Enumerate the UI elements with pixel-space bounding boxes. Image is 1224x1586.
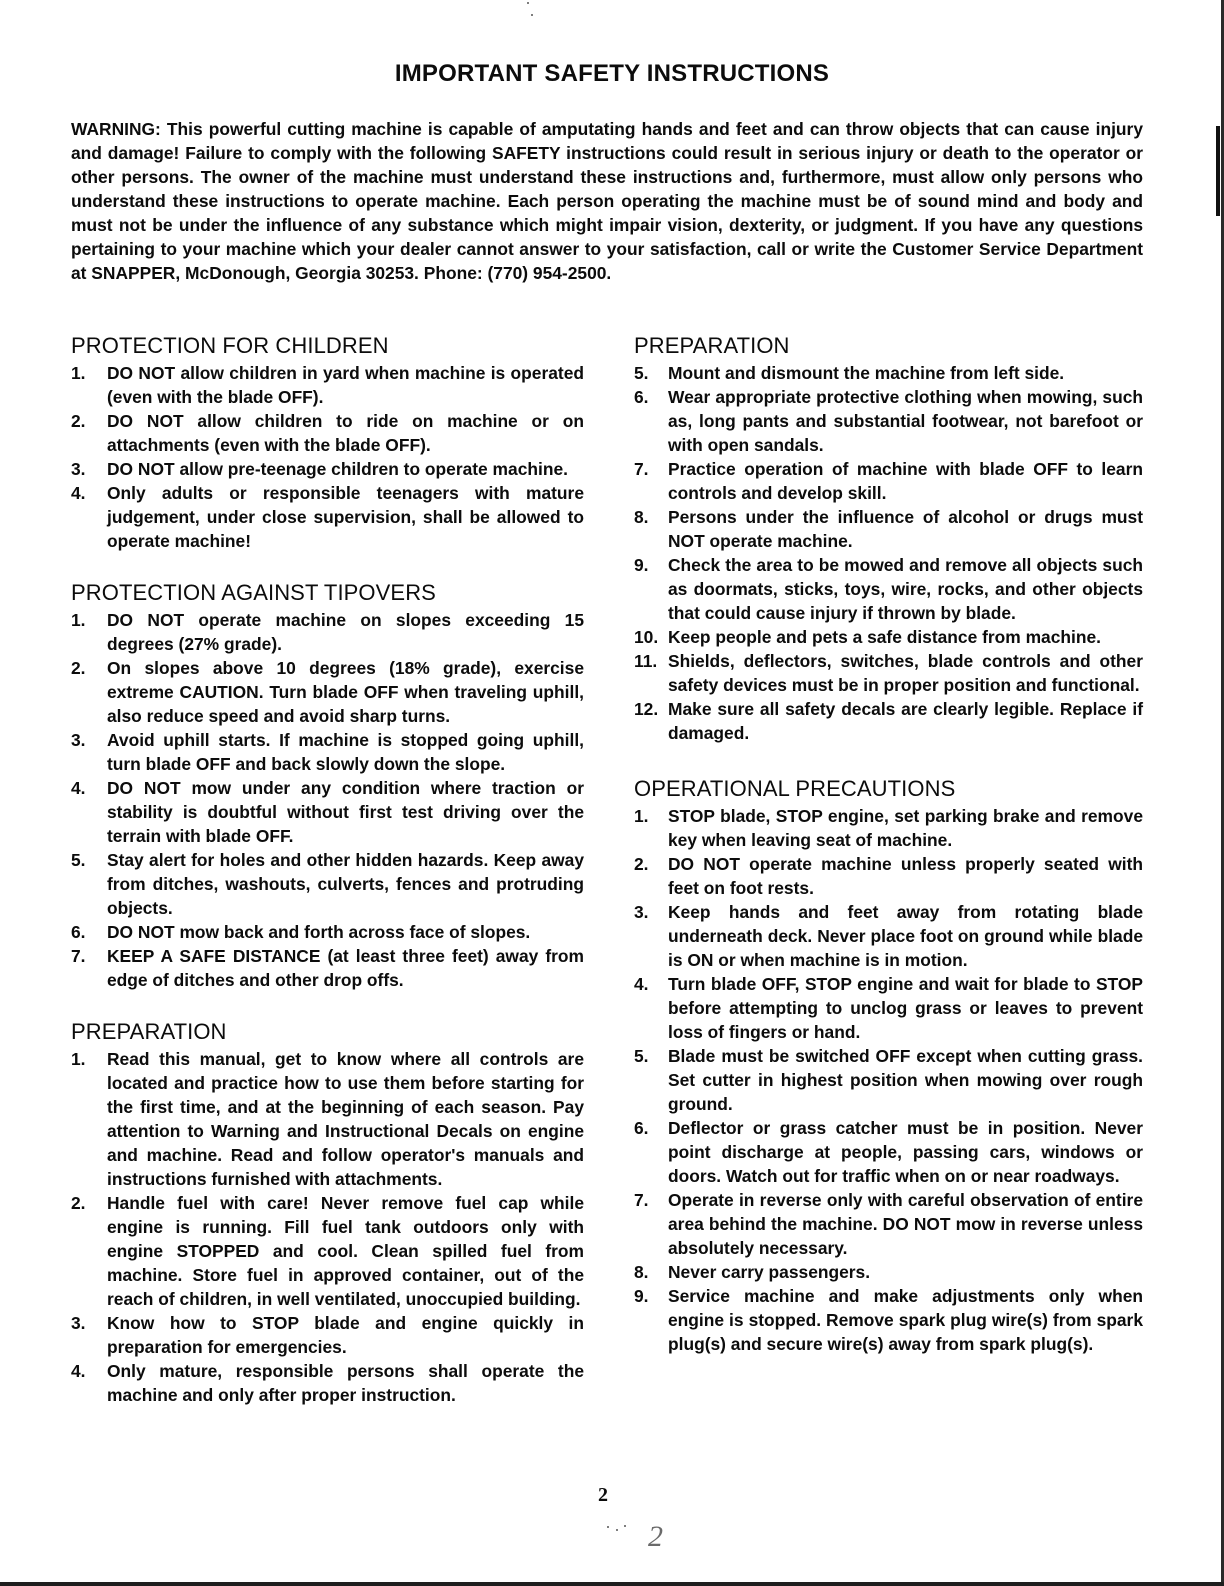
list-item-number: 2. xyxy=(634,854,649,874)
list-item xyxy=(71,1359,584,1407)
list-item-text: Wear appropriate protective clothing when mowing, such as, long pants and substantial footwear, not barefoot or with open sandals. xyxy=(668,387,1143,455)
list-item-number: 4. xyxy=(71,483,86,503)
list-item-text: Persons under the influence of alcohol or drugs must NOT operate machine. xyxy=(668,507,1143,551)
section-heading: PROTECTION FOR CHILDREN xyxy=(71,333,389,358)
list-item-text: Avoid uphill starts. If machine is stopped going uphill, turn blade OFF and back slowly down the slope. xyxy=(107,730,584,774)
list-item xyxy=(634,361,1143,385)
list-item-number: 3. xyxy=(71,1313,86,1333)
list-item-text: Never carry passengers. xyxy=(668,1262,871,1282)
list-item xyxy=(634,852,1143,900)
list-item xyxy=(634,553,1143,625)
list-item-number: 4. xyxy=(71,778,86,798)
list-item xyxy=(634,804,1143,852)
list-item-number: 5. xyxy=(634,363,649,383)
list-item xyxy=(71,1191,584,1311)
list-item xyxy=(71,848,584,920)
list-item-number: 1. xyxy=(71,363,86,383)
list-item-text: DO NOT allow children to ride on machine or on attachments (even with the blade OFF). xyxy=(107,411,584,455)
list-item xyxy=(71,481,584,553)
list-item-number: 1. xyxy=(634,806,649,826)
list-item-text: Shields, deflectors, switches, blade controls and other safety devices must be in proper position and functional. xyxy=(668,651,1143,695)
instruction-list xyxy=(634,361,1143,745)
list-item-number: 5. xyxy=(71,850,86,870)
list-item-text: Make sure all safety decals are clearly legible. Replace if damaged. xyxy=(668,699,1143,743)
left-column xyxy=(71,332,584,1407)
list-item-number: 6. xyxy=(634,387,649,407)
scan-speck xyxy=(607,1526,609,1528)
list-item-text: Read this manual, get to know where all controls are located and practice how to use them before starting for the first time, and at the beginning of each season. Pay attention to Warning and Instructional Decals on engine and machine. Read and follow operator's manuals and instructions furnished with attachments. xyxy=(107,1049,584,1189)
list-item-number: 2. xyxy=(71,658,86,678)
list-item-number: 3. xyxy=(71,730,86,750)
list-item-number: 9. xyxy=(634,1286,649,1306)
list-item-text: Handle fuel with care! Never remove fuel cap while engine is running. Fill fuel tank outdoors only with engine STOPPED and cool. Clean spilled fuel from machine. Store fuel in approved container, out of the reach of children, in well ventilated, unoccupied building. xyxy=(107,1193,584,1309)
list-item-number: 1. xyxy=(71,1049,86,1069)
list-item-number: 7. xyxy=(71,946,86,966)
section-heading: OPERATIONAL PRECAUTIONS xyxy=(634,776,956,801)
section-preparation xyxy=(71,1018,584,1407)
section-heading: PREPARATION xyxy=(634,333,790,358)
scan-speck xyxy=(624,1525,626,1527)
list-item xyxy=(634,1284,1143,1356)
list-item-number: 11. xyxy=(634,651,658,671)
section-protection-against-tipovers xyxy=(71,579,584,992)
list-item-number: 9. xyxy=(634,555,649,575)
list-item-number: 4. xyxy=(71,1361,86,1381)
list-item-number: 2. xyxy=(71,1193,86,1213)
list-item xyxy=(71,457,584,481)
list-item xyxy=(71,409,584,457)
list-item xyxy=(634,385,1143,457)
list-item xyxy=(71,920,584,944)
list-item-text: DO NOT operate machine unless properly seated with feet on foot rests. xyxy=(668,854,1143,898)
list-item xyxy=(634,1116,1143,1188)
list-item xyxy=(71,1047,584,1191)
list-item-text: Keep hands and feet away from rotating blade underneath deck. Never place foot on ground while blade is ON or when machine is in motion. xyxy=(668,902,1143,970)
list-item xyxy=(634,697,1143,745)
list-item-text: Blade must be switched OFF except when cutting grass. Set cutter in highest position when mowing over rough ground. xyxy=(668,1046,1143,1114)
list-item xyxy=(71,728,584,776)
scan-speck xyxy=(531,14,533,16)
list-item xyxy=(634,1044,1143,1116)
list-item-text: Check the area to be mowed and remove all objects such as doormats, sticks, toys, wire, rocks, and other objects that could cause injury if thrown by blade. xyxy=(668,555,1143,623)
page-number: 2 xyxy=(598,1484,608,1506)
list-item-number: 6. xyxy=(634,1118,649,1138)
list-item-text: DO NOT mow back and forth across face of slopes. xyxy=(107,922,531,942)
list-item-number: 7. xyxy=(634,1190,649,1210)
list-item-text: Only mature, responsible persons shall operate the machine and only after proper instruction. xyxy=(107,1361,584,1405)
list-item xyxy=(71,1311,584,1359)
list-item-text: Mount and dismount the machine from left side. xyxy=(668,363,1065,383)
warning-paragraph: WARNING: This powerful cutting machine is capable of amputating hands and feet and can throw objects that can cause injury and damage! Failure to comply with the following SAFETY instructions could result in serious injury or death to the operator or other persons. The owner of the machine must understand these instructions and, furthermore, must allow only persons who understand these instructions to operate machine. Each person operating the machine must be of sound mind and body and must not be under the influence of any substance which might impair vision, dexterity, or judgment. If you have any questions pertaining to your machine which your dealer cannot answer to your satisfaction, call or write the Customer Service Department at SNAPPER, McDonough, Georgia 30253. Phone: (770) 954-2500. xyxy=(71,119,1143,283)
list-item-text: Keep people and pets a safe distance from machine. xyxy=(668,627,1101,647)
list-item xyxy=(634,1260,1143,1284)
list-item-text: Practice operation of machine with blade OFF to learn controls and develop skill. xyxy=(668,459,1143,503)
list-item xyxy=(71,944,584,992)
list-item xyxy=(634,1188,1143,1260)
list-item-number: 5. xyxy=(634,1046,649,1066)
list-item-text: Operate in reverse only with careful observation of entire area behind the machine. DO NOT mow in reverse unless absolutely necessary. xyxy=(668,1190,1143,1258)
list-item-text: DO NOT mow under any condition where traction or stability is doubtful without first test driving over the terrain with blade OFF. xyxy=(107,778,584,846)
list-item xyxy=(71,608,584,656)
list-item-number: 2. xyxy=(71,411,86,431)
instruction-list xyxy=(71,1047,584,1407)
list-item-text: STOP blade, STOP engine, set parking brake and remove key when leaving seat of machine. xyxy=(668,806,1143,850)
list-item-number: 1. xyxy=(71,610,86,630)
list-item-text: Stay alert for holes and other hidden hazards. Keep away from ditches, washouts, culverts, fences and protruding objects. xyxy=(107,850,584,918)
section-operational-precautions xyxy=(634,775,1143,1356)
list-item-number: 6. xyxy=(71,922,86,942)
list-item-text: DO NOT allow children in yard when machine is operated (even with the blade OFF). xyxy=(107,363,584,407)
scan-edge-mark xyxy=(1216,126,1220,216)
instruction-list xyxy=(71,361,584,553)
list-item-number: 10. xyxy=(634,627,659,647)
page-title: IMPORTANT SAFETY INSTRUCTIONS xyxy=(394,60,830,87)
list-item xyxy=(71,361,584,409)
list-item-text: Know how to STOP blade and engine quickly in preparation for emergencies. xyxy=(107,1313,584,1357)
scan-speck xyxy=(527,2,529,4)
list-item xyxy=(634,649,1143,697)
list-item xyxy=(71,776,584,848)
section-heading: PREPARATION xyxy=(71,1019,227,1044)
list-item-number: 12. xyxy=(634,699,659,719)
list-item-text: Service machine and make adjustments only when engine is stopped. Remove spark plug wire(s) from spark plug(s) and secure wire(s) away from spark plug(s). xyxy=(668,1286,1143,1354)
handwritten-mark: 2 xyxy=(648,1520,663,1553)
list-item xyxy=(634,457,1143,505)
section-preparation-continued xyxy=(634,332,1143,745)
list-item-number: 4. xyxy=(634,974,649,994)
list-item-number: 7. xyxy=(634,459,649,479)
list-item-text: KEEP A SAFE DISTANCE (at least three feet) away from edge of ditches and other drop offs. xyxy=(107,946,584,990)
section-heading: PROTECTION AGAINST TIPOVERS xyxy=(71,580,436,605)
list-item xyxy=(634,972,1143,1044)
instruction-list xyxy=(634,804,1143,1356)
list-item-text: Deflector or grass catcher must be in position. Never point discharge at people, passing cars, windows or doors. Watch out for traffic when on or near roadways. xyxy=(668,1118,1143,1186)
list-item xyxy=(634,505,1143,553)
scan-edge-bottom xyxy=(0,1582,1224,1586)
list-item-text: On slopes above 10 degrees (18% grade), exercise extreme CAUTION. Turn blade OFF when traveling uphill, also reduce speed and avoid sharp turns. xyxy=(107,658,584,726)
list-item-number: 3. xyxy=(634,902,649,922)
list-item-number: 3. xyxy=(71,459,86,479)
list-item-number: 8. xyxy=(634,507,649,527)
list-item-text: Turn blade OFF, STOP engine and wait for blade to STOP before attempting to unclog grass or leaves to prevent loss of fingers or hand. xyxy=(668,974,1143,1042)
list-item-text: DO NOT allow pre-teenage children to operate machine. xyxy=(107,459,568,479)
list-item-text: DO NOT operate machine on slopes exceeding 15 degrees (27% grade). xyxy=(107,610,584,654)
list-item xyxy=(71,656,584,728)
section-protection-for-children xyxy=(71,332,584,553)
instruction-list xyxy=(71,608,584,992)
scan-speck xyxy=(616,1529,618,1531)
right-column xyxy=(634,332,1143,1356)
list-item xyxy=(634,900,1143,972)
list-item-number: 8. xyxy=(634,1262,649,1282)
list-item xyxy=(634,625,1143,649)
list-item-text: Only adults or responsible teenagers with mature judgement, under close supervision, shall be allowed to operate machine! xyxy=(107,483,584,551)
